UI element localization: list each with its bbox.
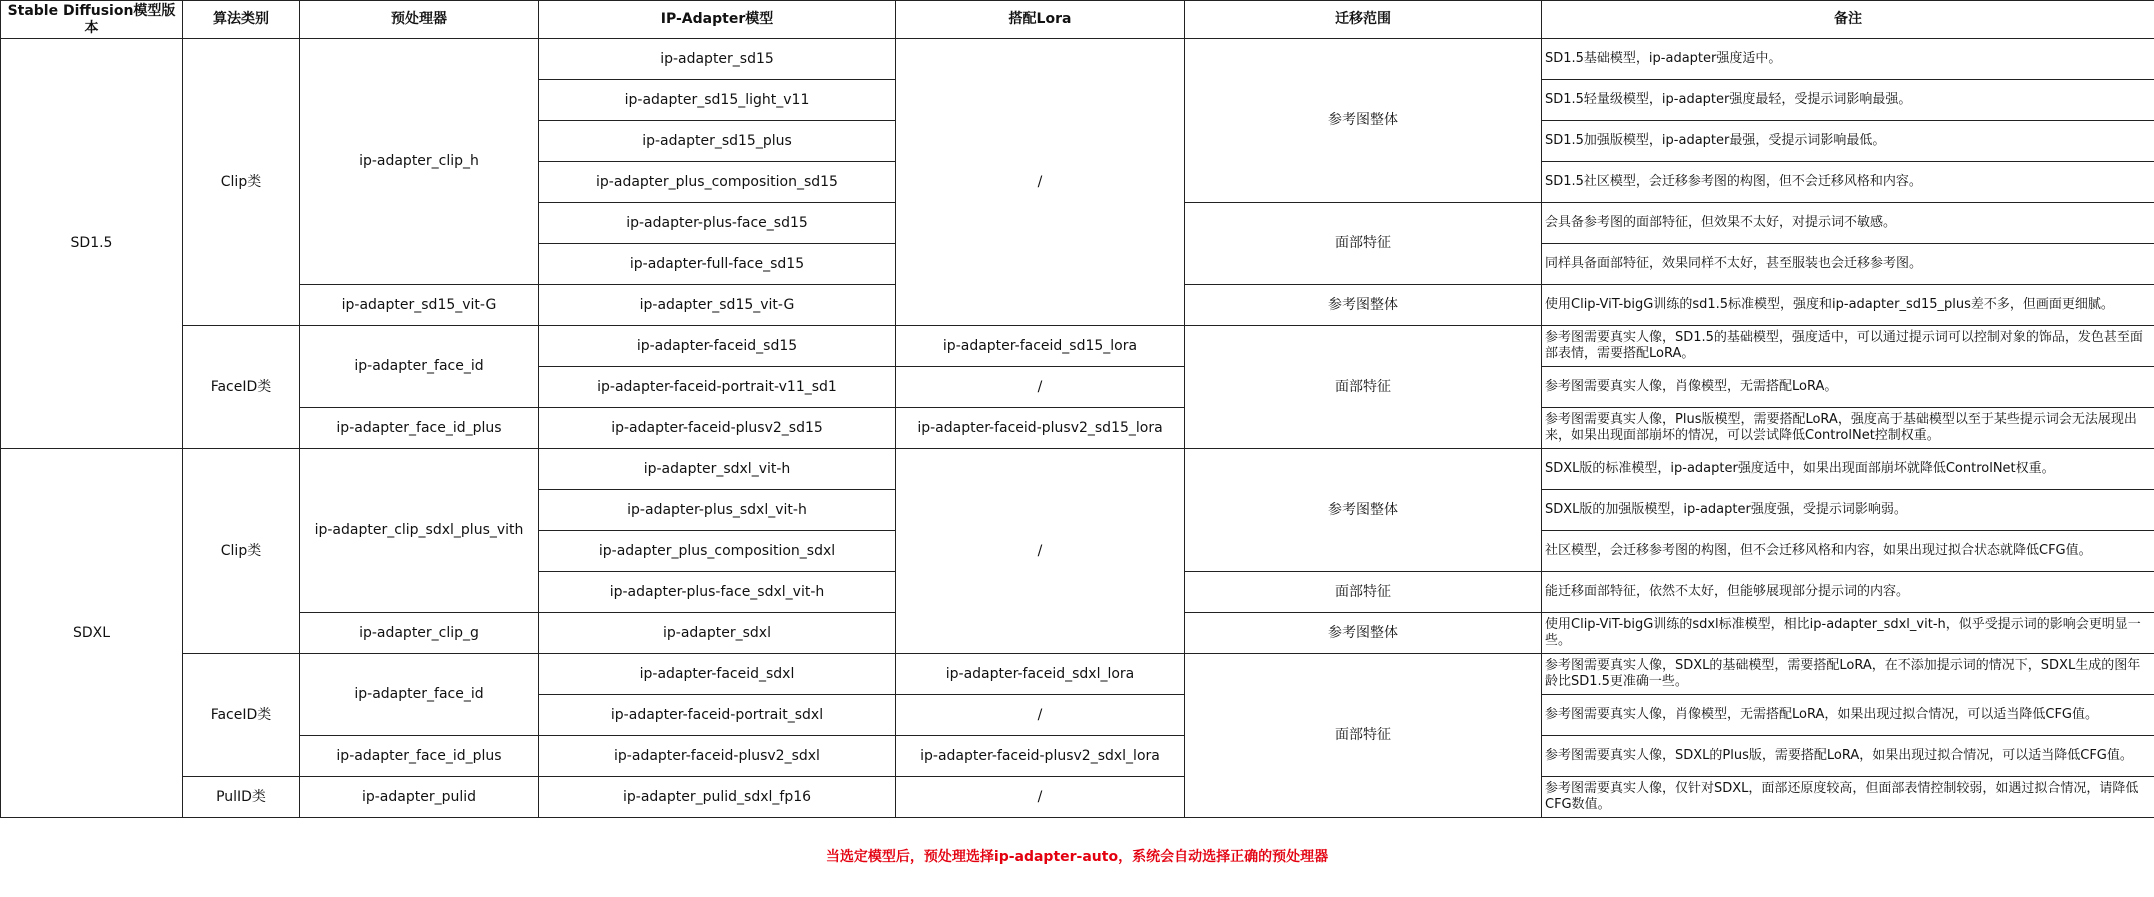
table-row <box>1 777 2154 818</box>
note-cell: SDXL版的标准模型，ip-adapter强度适中，如果出现面部崩坏就降低ControlNet权重。 <box>1542 449 2154 490</box>
model-cell: ip-adapter-full-face_sd15 <box>539 244 896 285</box>
model-cell: ip-adapter-plus_sdxl_vit-h <box>539 490 896 531</box>
category-cell: Clip类 <box>183 39 300 326</box>
header-preprocessor: 预处理器 <box>300 1 539 39</box>
model-cell: ip-adapter-faceid-portrait_sdxl <box>539 695 896 736</box>
scope-cell: 面部特征 <box>1185 572 1542 613</box>
scope-cell: 参考图整体 <box>1185 613 1542 654</box>
model-cell: ip-adapter-faceid-portrait-v11_sd1 <box>539 367 896 408</box>
model-cell: ip-adapter_sd15_plus <box>539 121 896 162</box>
header-algorithm: 算法类别 <box>183 1 300 39</box>
note-cell: 参考图需要真实人像，肖像模型，无需搭配LoRA。 <box>1542 367 2154 408</box>
lora-cell: ip-adapter-faceid-plusv2_sdxl_lora <box>896 736 1185 777</box>
note-cell: SD1.5加强版模型，ip-adapter最强，受提示词影响最低。 <box>1542 121 2154 162</box>
note-cell: 会具备参考图的面部特征，但效果不太好，对提示词不敏感。 <box>1542 203 2154 244</box>
scope-cell: 参考图整体 <box>1185 39 1542 203</box>
note-cell: SDXL版的加强版模型，ip-adapter强度强，受提示词影响弱。 <box>1542 490 2154 531</box>
model-cell: ip-adapter_sd15_light_v11 <box>539 80 896 121</box>
model-cell: ip-adapter_sd15 <box>539 39 896 80</box>
note-cell: SD1.5基础模型，ip-adapter强度适中。 <box>1542 39 2154 80</box>
preprocessor-cell: ip-adapter_face_id_plus <box>300 408 539 449</box>
note-cell: 使用Clip-ViT-bigG训练的sd1.5标准模型，强度和ip-adapter_sd15_plus差不多，但画面更细腻。 <box>1542 285 2154 326</box>
model-cell: ip-adapter-faceid-plusv2_sdxl <box>539 736 896 777</box>
note-cell: 参考图需要真实人像，肖像模型，无需搭配LoRA，如果出现过拟合情况，可以适当降低CFG值。 <box>1542 695 2154 736</box>
header-notes: 备注 <box>1542 1 2154 39</box>
category-cell: Clip类 <box>183 449 300 654</box>
table-row <box>1 408 2154 449</box>
lora-cell: / <box>896 39 1185 326</box>
header-scope: 迁移范围 <box>1185 1 1542 39</box>
lora-cell: / <box>896 695 1185 736</box>
model-cell: ip-adapter_sdxl <box>539 613 896 654</box>
header-lora: 搭配Lora <box>896 1 1185 39</box>
version-cell: SD1.5 <box>1 39 183 449</box>
note-cell: 参考图需要真实人像，SDXL的Plus版，需要搭配LoRA，如果出现过拟合情况，可以适当降低CFG值。 <box>1542 736 2154 777</box>
note-cell: 参考图需要真实人像，Plus版模型，需要搭配LoRA，强度高于基础模型以至于某些提示词会无法展现出来，如果出现面部崩坏的情况，可以尝试降低ControlNet控制权重。 <box>1542 408 2154 449</box>
table-row <box>1 654 2154 695</box>
table-row <box>1 39 2154 80</box>
preprocessor-cell: ip-adapter_pulid <box>300 777 539 818</box>
note-cell: 社区模型，会迁移参考图的构图，但不会迁移风格和内容，如果出现过拟合状态就降低CFG值。 <box>1542 531 2154 572</box>
header-sd-version: Stable Diffusion模型版本 <box>1 1 183 39</box>
preprocessor-cell: ip-adapter_clip_sdxl_plus_vith <box>300 449 539 613</box>
note-cell: 使用Clip-ViT-bigG训练的sdxl标准模型，相比ip-adapter_sdxl_vit-h，似乎受提示词的影响会更明显一些。 <box>1542 613 2154 654</box>
lora-cell: ip-adapter-faceid-plusv2_sd15_lora <box>896 408 1185 449</box>
note-cell: SD1.5轻量级模型，ip-adapter强度最轻，受提示词影响最强。 <box>1542 80 2154 121</box>
model-cell: ip-adapter-faceid_sdxl <box>539 654 896 695</box>
model-cell: ip-adapter-plus-face_sdxl_vit-h <box>539 572 896 613</box>
version-cell: SDXL <box>1 449 183 818</box>
scope-cell: 面部特征 <box>1185 654 1542 818</box>
note-cell: 参考图需要真实人像，仅针对SDXL，面部还原度较高，但面部表情控制较弱，如遇过拟合情况，请降低CFG数值。 <box>1542 777 2154 818</box>
category-cell: FaceID类 <box>183 326 300 449</box>
table-row <box>1 326 2154 367</box>
table-row <box>1 736 2154 777</box>
lora-cell: / <box>896 367 1185 408</box>
scope-cell: 参考图整体 <box>1185 285 1542 326</box>
scope-cell: 面部特征 <box>1185 203 1542 285</box>
lora-cell: ip-adapter-faceid_sdxl_lora <box>896 654 1185 695</box>
model-cell: ip-adapter_plus_composition_sdxl <box>539 531 896 572</box>
preprocessor-cell: ip-adapter_face_id_plus <box>300 736 539 777</box>
model-cell: ip-adapter_plus_composition_sd15 <box>539 162 896 203</box>
preprocessor-cell: ip-adapter_clip_h <box>300 39 539 285</box>
preprocessor-cell: ip-adapter_face_id <box>300 654 539 736</box>
lora-cell: ip-adapter-faceid_sd15_lora <box>896 326 1185 367</box>
model-cell: ip-adapter_pulid_sdxl_fp16 <box>539 777 896 818</box>
table-header-row <box>1 1 2154 39</box>
model-cell: ip-adapter-plus-face_sd15 <box>539 203 896 244</box>
table-row <box>1 449 2154 490</box>
note-cell: SD1.5社区模型，会迁移参考图的构图，但不会迁移风格和内容。 <box>1542 162 2154 203</box>
lora-cell: / <box>896 449 1185 654</box>
scope-cell: 面部特征 <box>1185 326 1542 449</box>
note-cell: 参考图需要真实人像，SD1.5的基础模型，强度适中，可以通过提示词可以控制对象的饰品，发色甚至面部表情，需要搭配LoRA。 <box>1542 326 2154 367</box>
category-cell: PulID类 <box>183 777 300 818</box>
note-cell: 参考图需要真实人像，SDXL的基础模型，需要搭配LoRA，在不添加提示词的情况下，SDXL生成的图年龄比SD1.5更准确一些。 <box>1542 654 2154 695</box>
lora-cell: / <box>896 777 1185 818</box>
category-cell: FaceID类 <box>183 654 300 777</box>
model-cell: ip-adapter-faceid_sd15 <box>539 326 896 367</box>
note-cell: 能迁移面部特征，依然不太好，但能够展现部分提示词的内容。 <box>1542 572 2154 613</box>
preprocessor-cell: ip-adapter_face_id <box>300 326 539 408</box>
header-ip-adapter-model: IP-Adapter模型 <box>539 1 896 39</box>
model-cell: ip-adapter_sd15_vit-G <box>539 285 896 326</box>
model-cell: ip-adapter-faceid-plusv2_sd15 <box>539 408 896 449</box>
model-cell: ip-adapter_sdxl_vit-h <box>539 449 896 490</box>
preprocessor-cell: ip-adapter_sd15_vit-G <box>300 285 539 326</box>
scope-cell: 参考图整体 <box>1185 449 1542 572</box>
note-cell: 同样具备面部特征，效果同样不太好，甚至服装也会迁移参考图。 <box>1542 244 2154 285</box>
preprocessor-cell: ip-adapter_clip_g <box>300 613 539 654</box>
footer-note: 当选定模型后，预处理选择ip-adapter-auto，系统会自动选择正确的预处理器 <box>825 849 1329 865</box>
